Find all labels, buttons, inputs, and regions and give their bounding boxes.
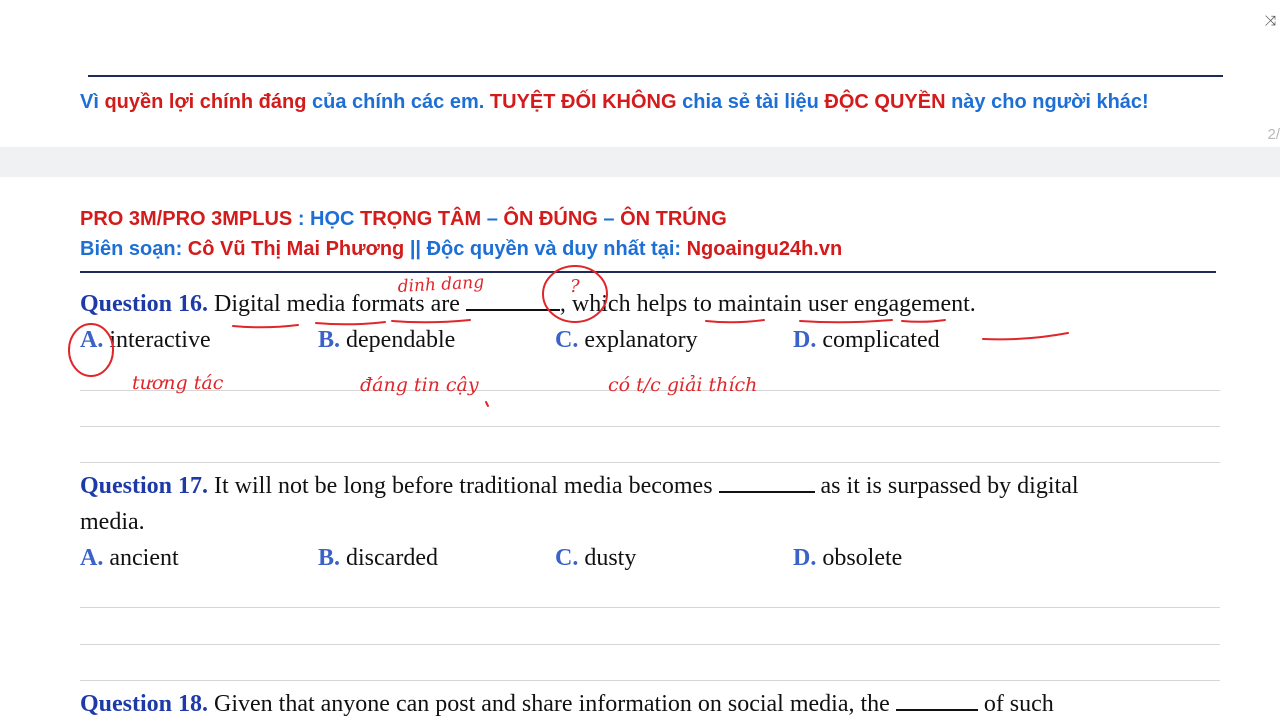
author-part: || Độc quyền và duy nhất tại: — [404, 238, 687, 260]
note-under-b: đáng tin cậy — [360, 374, 479, 396]
question-text: of such — [977, 691, 1054, 717]
option-letter: D. — [793, 327, 817, 353]
notice-part: ĐỘC QUYỀN — [824, 91, 946, 113]
title-part: – — [481, 208, 504, 230]
page-indicator: 2/ — [1267, 126, 1280, 143]
option-text: explanatory — [578, 327, 698, 353]
notice-part: TUYỆT ĐỐI KHÔNG — [489, 91, 677, 113]
title-part: ÔN TRÚNG — [620, 208, 727, 230]
notice-part: này cho người khác! — [945, 91, 1149, 113]
question-label: Question 18. — [80, 691, 209, 717]
option-text: dependable — [340, 327, 456, 353]
underline-maintain — [800, 320, 892, 322]
site-name: Ngoaingu24h.vn — [686, 238, 843, 260]
underline-digital — [233, 325, 298, 327]
underline-formats — [392, 320, 470, 322]
shuffle-icon[interactable]: ⤨ — [1264, 14, 1276, 29]
question-text: as it is surpassed by digital — [814, 473, 1079, 499]
option-text: complicated — [816, 327, 940, 353]
note-above-blank: dinh dang — [397, 272, 485, 297]
title-part: ÔN ĐÚNG — [503, 208, 598, 230]
question-text: Given that anyone can post and share information on social media, the — [208, 691, 896, 717]
option-letter: C. — [555, 545, 579, 571]
notice-part: chia sẻ tài liệu — [676, 91, 825, 113]
option-letter: B. — [318, 327, 341, 353]
title-part: HỌC — [310, 208, 361, 230]
option-letter: C. — [555, 327, 579, 353]
option-text: obsolete — [816, 545, 903, 571]
question-label: Question 16. — [80, 291, 209, 317]
author-part: Biên soạn: — [80, 238, 188, 260]
note-under-c: có t/c giải thích — [608, 374, 758, 396]
option-text: interactive — [103, 327, 211, 353]
question-17-continued: media. — [80, 509, 145, 535]
notice-part: quyền lợi chính đáng — [104, 91, 307, 113]
question-text: , which helps to maintain user engagement. — [559, 291, 976, 317]
note-under-a: tương tác — [132, 372, 224, 394]
dot-mark — [486, 402, 488, 406]
option-letter: A. — [80, 545, 104, 571]
notice-part: của chính các em. — [306, 91, 490, 113]
author-name: Cô Vũ Thị Mai Phương — [187, 238, 405, 260]
notice-part: Vì — [80, 91, 105, 113]
option-letter: D. — [793, 545, 817, 571]
underline-media — [316, 322, 385, 324]
title-part: – — [597, 208, 621, 230]
title-part: TRỌNG TÂM — [360, 208, 482, 230]
question-text: Digital media formats are — [208, 291, 466, 317]
option-text: discarded — [340, 545, 438, 571]
option-text: ancient — [103, 545, 179, 571]
circle-option-a — [69, 324, 113, 376]
option-letter: A. — [80, 327, 104, 353]
course-name: PRO 3M/PRO 3MPLUS — [80, 208, 293, 230]
title-part: : — [292, 208, 311, 230]
question-text: It will not be long before traditional media becomes — [208, 473, 719, 499]
question-label: Question 17. — [80, 473, 209, 499]
option-text: dusty — [578, 545, 637, 571]
underline-engagement — [983, 333, 1068, 339]
underline-user — [902, 320, 945, 322]
underline-helps — [706, 320, 764, 322]
option-letter: B. — [318, 545, 341, 571]
note-blank-mark: ? — [570, 276, 580, 297]
